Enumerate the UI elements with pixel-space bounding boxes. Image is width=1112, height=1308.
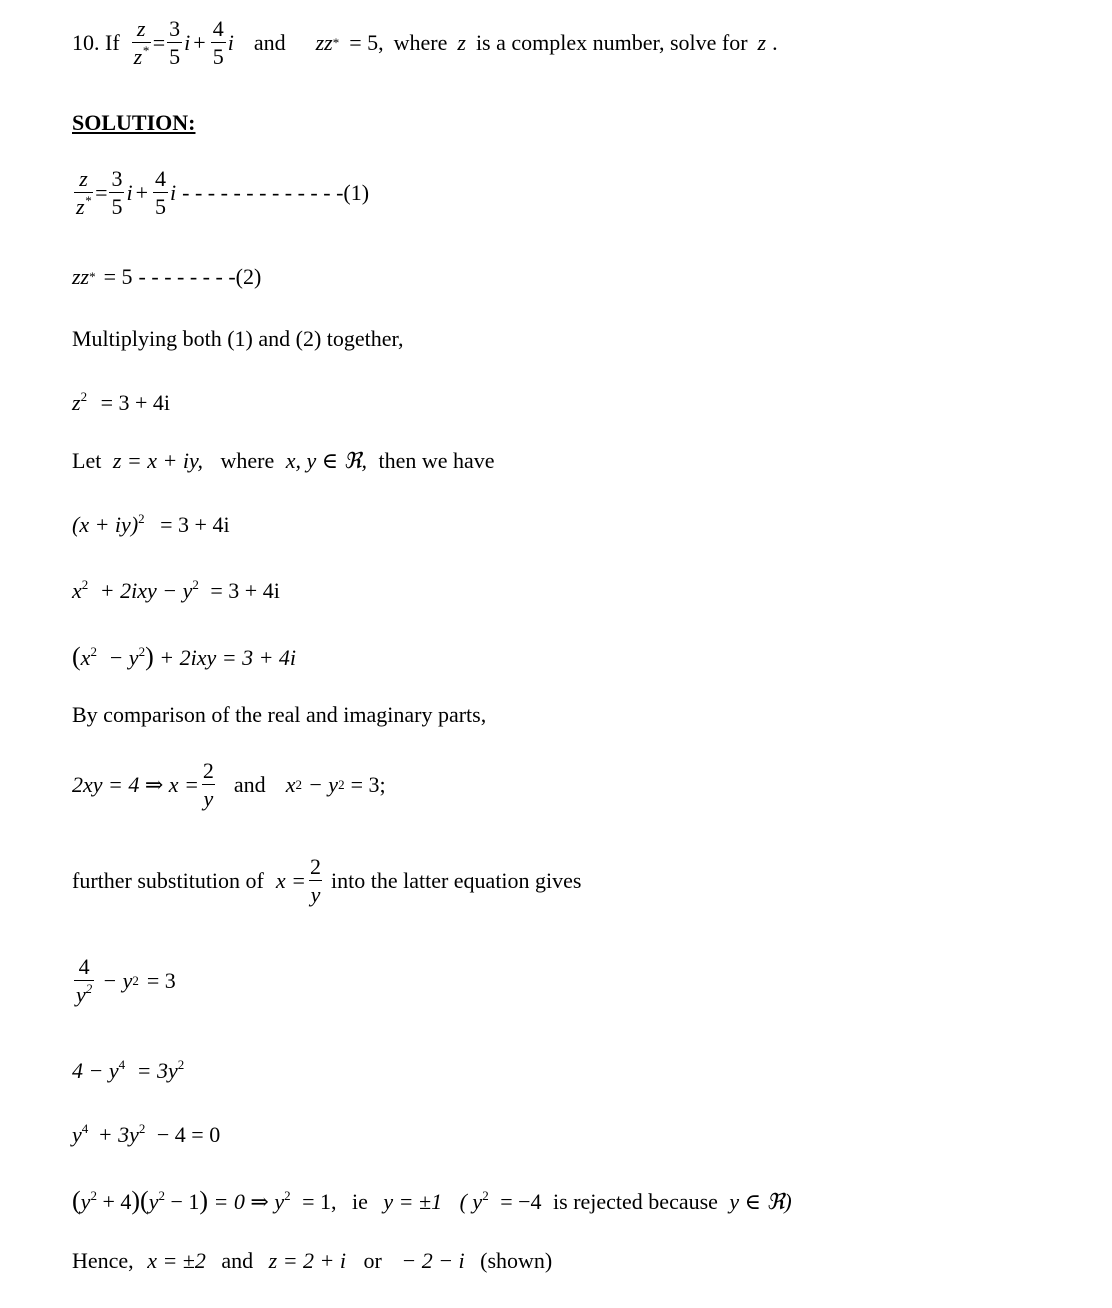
comparison-text: By comparison of the real and imaginary parts, [72,702,487,727]
step-expanded: $x^2 + 2ixy - y^2 = 3 + 4i$ [72,577,280,603]
question-line: 10. If $\frac{z}{z^*}$ = $\frac{3}{5}$ i + $\frac{4}{5}$ i and zz * = 5, where z is a complex number, solve for z . [72,16,778,69]
equation-2: zz * = 5 - - - - - - - - (2) [72,264,262,289]
step-polynomial: $y^4 + 3y^2 - 4 = 0$ [72,1121,221,1147]
step-substituted: $\frac{4}{y^2}$ − y 2 = 3 [76,954,176,1007]
step-grouped: $(x^2 - y^2) + 2ixy = 3 + 4i$ [72,642,297,671]
step-expand-square: (x + iy)$^2$ = 3 + 4i [72,511,230,537]
four-fifths-fraction: $\frac{4}{5}$ [212,16,224,69]
substitution-text: further substitution of x = $\frac{2}{y}$ into the latter equation gives [72,854,582,907]
z-over-zstar-fraction: $\frac{z}{z^*}$ [133,16,149,69]
multiply-text: Multiplying both (1) and (2) together, [72,326,404,351]
step-factorised: $(y^2 + 4)(y^2 - 1) = 0$ ⇒ $y^2 = 1$, ie y = ±1 ( $y^2 = -4$ is rejected because y ∈ ℜ) [72,1186,792,1215]
solution-heading: SOLUTION: [72,110,196,135]
equation-2-label: (2) [235,264,262,289]
three-fifths-fraction: $\frac{3}{5}$ [169,16,181,69]
equation-1: $\frac{z}{z^*}$ = $\frac{3}{5}$ i + $\frac{4}{5}$ i - - - - - - - - - - - - - (1) [76,166,370,219]
question-number: 10. If [72,30,120,55]
step-quartic: $4 - y^4 = 3y^2$ [72,1057,185,1083]
let-statement: Let z = x + iy, where x, y ∈ ℜ, then we have [72,448,495,473]
step-compare: 2xy = 4 ⇒ x = $\frac{2}{y}$ and x 2 − y 2 = 3; [72,758,386,811]
z-squared-equation: $z^2 = 3 + 4i$ [72,389,170,415]
equation-1-label: (1) [343,180,370,205]
final-answer: Hence, x = ±2 and z = 2 + i or − 2 − i (shown) [72,1248,553,1273]
